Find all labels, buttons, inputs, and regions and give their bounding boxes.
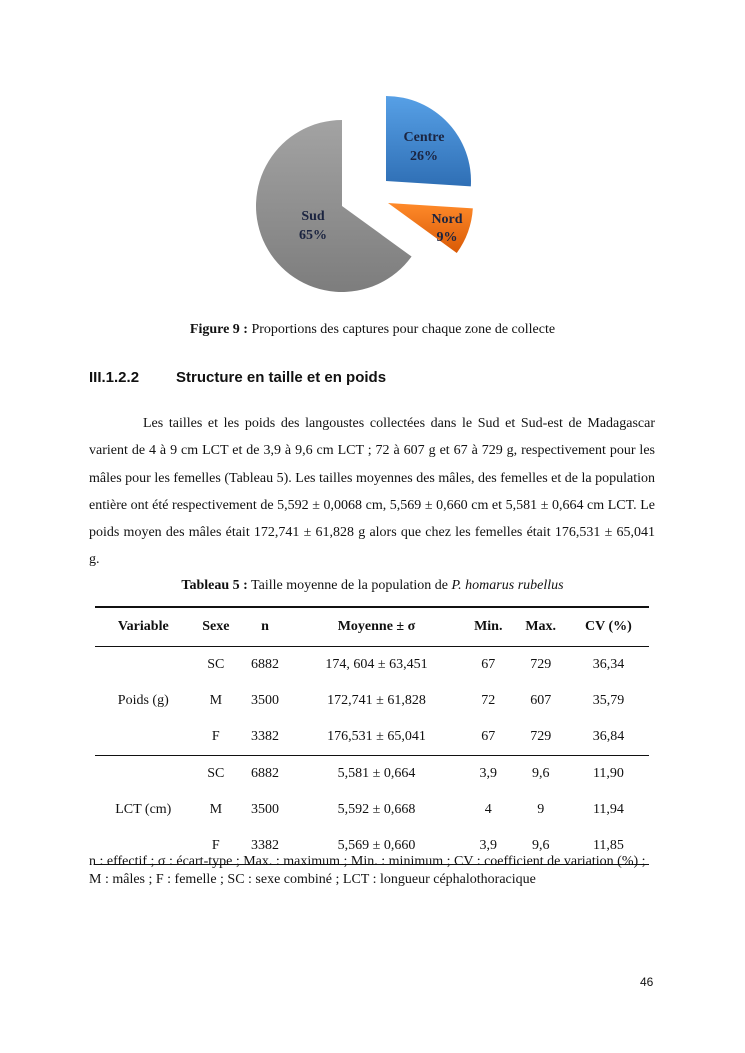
slice-label-centre: Centre [403,130,445,145]
table-cell: 4 [484,802,492,817]
table-cell: 729 [530,657,552,672]
column-header: n [240,607,290,647]
table-cell: SC [207,766,225,781]
table-cell: M [209,693,223,708]
table-note: n : effectif ; σ : écart-type ; Max. : maximum ; Min. : minimum ; CV : coefficient de variation (%) ; M : mâles ; F : femelle ; SC : sexe combiné ; LCT : longueur céphalothoracique [89,854,646,887]
table-cell: 9,6 [531,766,550,781]
table-cell: 5,592 ± 0,668 [337,802,416,817]
pie-slice-nord [388,203,473,253]
pie-chart [0,0,745,310]
table-row [95,756,649,793]
slice-value-nord: 9% [436,230,458,245]
slice-label-nord: Nord [431,212,463,227]
table-row [95,647,649,684]
table-cell: 6882 [251,657,280,672]
column-header: Variable [95,607,192,647]
table-cell: 35,79 [592,693,625,708]
table-cell: 3382 [240,828,290,865]
table-cell: 607 [530,693,552,708]
table-cell: 5,569 ± 0,660 [290,828,463,865]
table-cell: F [192,719,241,756]
table-cell: 11,90 [592,766,624,781]
table-cell: 72 [481,693,496,708]
column-header: Max. [514,607,568,647]
column-header: CV (%) [568,607,649,647]
table-cell: 11,94 [592,802,624,817]
table-cell: 176,531 ± 65,041 [290,719,463,756]
variable-cell: Poids (g) [95,647,192,756]
table-cell: 174, 604 ± 63,451 [325,657,428,672]
table-cell: F [192,828,241,865]
slice-label-sud: Sud [301,209,325,224]
table-cell: 729 [514,719,568,756]
figure-caption-label: Figure 9 : [189,322,248,337]
column-header: Sexe [192,607,241,647]
table-cell: 6882 [251,766,280,781]
table-cell: SC [207,657,225,672]
table-cell: 9,6 [514,828,568,865]
section-heading [89,369,386,386]
table-cell: 3500 [251,693,280,708]
data-table [95,606,649,865]
body-paragraph: Les tailles et les poids des langoustes collectées dans le Sud et Sud-est de Madagascar varient de 4 à 9 cm LCT et de 3,9 à 9,6 cm LCT ; 72 à 607 g et 67 à 729 g, respectivement pour les mâles pour les femelles (Tableau 5). Les tailles moyennes des mâles, des femelles et de la population entière ont été respectivement de 5,592 ± 0,0068 cm, 5,569 ± 0,660 cm et 5,581 ± 0,664 cm LCT. Le poids moyen des mâles était 172,741 ± 61,828 g alors que chez les femelles était 176,531 ± 65,041 g. [89,416,655,568]
figure-caption-text: Proportions des captures pour chaque zone de collecte [247,322,556,337]
variable-cell: LCT (cm) [95,756,192,865]
table-caption-text: Taille moyenne de la population de [247,578,452,593]
column-header: Min. [463,607,513,647]
table-cell: 67 [463,719,513,756]
table-cell: 36,84 [568,719,649,756]
table-cell: 5,581 ± 0,664 [337,766,416,781]
section-title: Structure en taille et en poids [176,369,387,386]
table-cell: 3500 [251,802,280,817]
slice-value-sud: 65% [299,228,327,243]
column-header: Moyenne ± σ [290,607,463,647]
table-cell: 11,85 [568,828,649,865]
table-caption-species: P. homarus rubellus [451,578,564,593]
table-cell: 3382 [240,719,290,756]
table-cell: 3,9 [463,828,513,865]
table-caption [0,578,745,594]
table-cell: 36,34 [592,657,625,672]
table-cell: 9 [537,802,545,817]
table-cell: 67 [481,657,496,672]
section-number: III.1.2.2 [89,369,140,386]
slice-value-centre: 26% [410,149,438,164]
table-cell: 172,741 ± 61,828 [327,693,426,708]
table-cell: 3,9 [479,766,498,781]
page-number: 46 [640,975,654,989]
table-caption-label: Tableau 5 : [181,578,248,593]
figure-caption [0,322,745,338]
table-cell: M [209,802,223,817]
